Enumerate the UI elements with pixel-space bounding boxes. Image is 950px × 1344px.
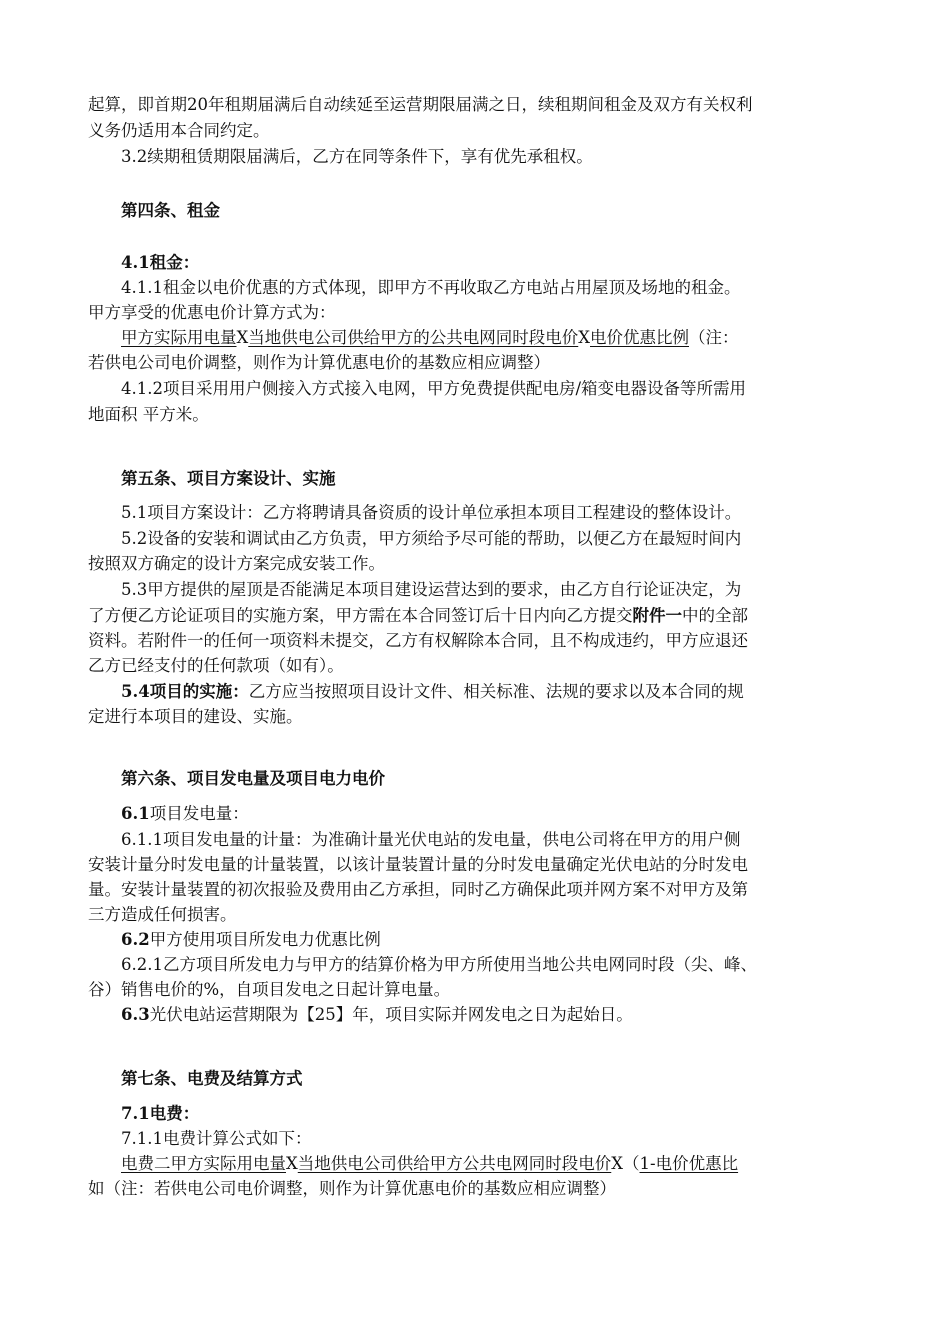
article-5-3-line-1: 5.3甲方提供的屋顶是否能满足本项目建设运营达到的要求，由乙方自行论证决定，为 bbox=[121, 580, 742, 599]
annex-reference: 附件一 bbox=[632, 606, 682, 625]
article-4-1-1-line-2: 甲方享受的优惠电价计算方式为： bbox=[88, 303, 336, 322]
article-5-1: 5.1项目方案设计：乙方将聘请具备资质的设计单位承担本项目工程建设的整体设计。 bbox=[121, 503, 742, 522]
article-5-4-line-1 bbox=[121, 679, 878, 705]
article-4-1-2-line-2: 地面积 平方米。 bbox=[88, 405, 209, 424]
article-6-2-heading bbox=[121, 927, 878, 953]
article-7-1-1: 7.1.1电费计算公式如下： bbox=[121, 1129, 312, 1148]
article-5-2-line-1: 5.2设备的安装和调试由乙方负责，甲方须给予尽可能的帮助，以便乙方在最短时间内 bbox=[121, 529, 742, 548]
section-5-heading: 第五条、项目方案设计、实施 bbox=[121, 469, 336, 488]
formula-term: 1-电价优惠比 bbox=[639, 1154, 739, 1173]
rent-formula-note: 若供电公司电价调整，则作为计算优惠电价的基数应相应调整） bbox=[88, 353, 550, 372]
rent-formula bbox=[121, 325, 878, 351]
article-6-2-1-line-2: 谷）销售电价的%，自项目发电之日起计算电量。 bbox=[88, 980, 451, 999]
article-4-1-heading: 4.1租金： bbox=[121, 253, 200, 272]
article-5-4-line-2: 定进行本项目的建设、实施。 bbox=[88, 707, 303, 726]
article-6-2-1-line-1: 6.2.1乙方项目所发电力与甲方的结算价格为甲方所使用当地公共电网同时段（尖、峰、 bbox=[121, 955, 757, 974]
formula-term: 当地供电公司供给甲方公共电网同时段电价 bbox=[297, 1154, 612, 1173]
article-6-1-heading bbox=[121, 801, 878, 827]
article-5-4-text: 乙方应当按照项目设计文件、相关标准、法规的要求以及本合同的规 bbox=[248, 682, 744, 701]
article-7-1-heading: 7.1电费： bbox=[121, 1104, 200, 1123]
article-6-1-1-line-1: 6.1.1项目发电量的计量：为准确计量光伏电站的发电量，供电公司将在甲方的用户侧 bbox=[121, 830, 741, 849]
article-6-1-1-line-4: 三方造成任何损害。 bbox=[88, 905, 237, 924]
formula-operator: X（ bbox=[611, 1154, 640, 1173]
article-5-3-line-3: 资料。若附件一的任何一项资料未提交，乙方有权解除本合同，且不构成违约，甲方应退还 bbox=[88, 631, 748, 650]
fee-formula bbox=[121, 1151, 878, 1177]
article-number: 6.1 bbox=[121, 804, 150, 823]
formula-operator: X bbox=[578, 328, 590, 347]
formula-term: 甲方实际用电量 bbox=[121, 328, 237, 347]
article-3-1-line-1: 起算，即首期20年租期届满后自动续延至运营期限届满之日，续租期间租金及双方有关权利 bbox=[88, 95, 753, 114]
article-title: 项目发电量： bbox=[149, 804, 249, 823]
article-5-4-title: 5.4项目的实施： bbox=[121, 682, 249, 701]
formula-term: 电费二甲方实际用电量 bbox=[121, 1154, 286, 1173]
article-3-2: 3.2续期租赁期限届满后，乙方在同等条件下，享有优先承租权。 bbox=[121, 147, 593, 166]
section-4-heading: 第四条、租金 bbox=[121, 201, 220, 220]
article-5-2-line-2: 按照双方确定的设计方案完成安装工作。 bbox=[88, 554, 385, 573]
formula-operator: X bbox=[236, 328, 249, 347]
formula-term: 电价优惠比例 bbox=[590, 328, 689, 347]
article-4-1-1-line-1: 4.1.1租金以电价优惠的方式体现，即甲方不再收取乙方电站占用屋顶及场地的租金。 bbox=[121, 278, 741, 297]
article-5-3-line-2 bbox=[88, 603, 878, 629]
formula-note-open: （注： bbox=[689, 328, 739, 347]
article-6-3 bbox=[121, 1002, 878, 1028]
article-6-1-1-line-3: 量。安装计量装置的初次报验及费用由乙方承担，同时乙方确保此项并网方案不对甲方及第 bbox=[88, 880, 748, 899]
article-text: 光伏电站运营期限为【25】年，项目实际并网发电之日为起始日。 bbox=[149, 1005, 633, 1024]
article-5-3-text: 了方便乙方论证项目的实施方案，甲方需在本合同签订后十日内向乙方提交 bbox=[88, 606, 633, 625]
article-title: 甲方使用项目所发电力优惠比例 bbox=[149, 930, 381, 949]
article-number: 6.3 bbox=[121, 1005, 150, 1024]
formula-term: 当地供电公司供给甲方的公共电网同时段电价 bbox=[248, 328, 579, 347]
article-5-3-text: 中的全部 bbox=[682, 606, 748, 625]
article-3-1-line-2: 义务仍适用本合同约定。 bbox=[88, 121, 270, 140]
section-7-heading: 第七条、电费及结算方式 bbox=[121, 1069, 303, 1088]
section-6-heading: 第六条、项目发电量及项目电力电价 bbox=[121, 769, 385, 788]
article-6-1-1-line-2: 安装计量分时发电量的计量装置，以该计量装置计量的分时发电量确定光伏电站的分时发电 bbox=[88, 855, 748, 874]
article-4-1-2-line-1: 4.1.2项目采用用户侧接入方式接入电网，甲方免费提供配电房/箱变电器设备等所需用 bbox=[121, 379, 747, 398]
formula-operator: X bbox=[286, 1154, 298, 1173]
article-5-3-line-4: 乙方已经支付的任何款项（如有）。 bbox=[88, 656, 344, 675]
article-number: 6.2 bbox=[121, 930, 150, 949]
fee-formula-note: 如（注：若供电公司电价调整，则作为计算优惠电价的基数应相应调整） bbox=[88, 1179, 616, 1198]
